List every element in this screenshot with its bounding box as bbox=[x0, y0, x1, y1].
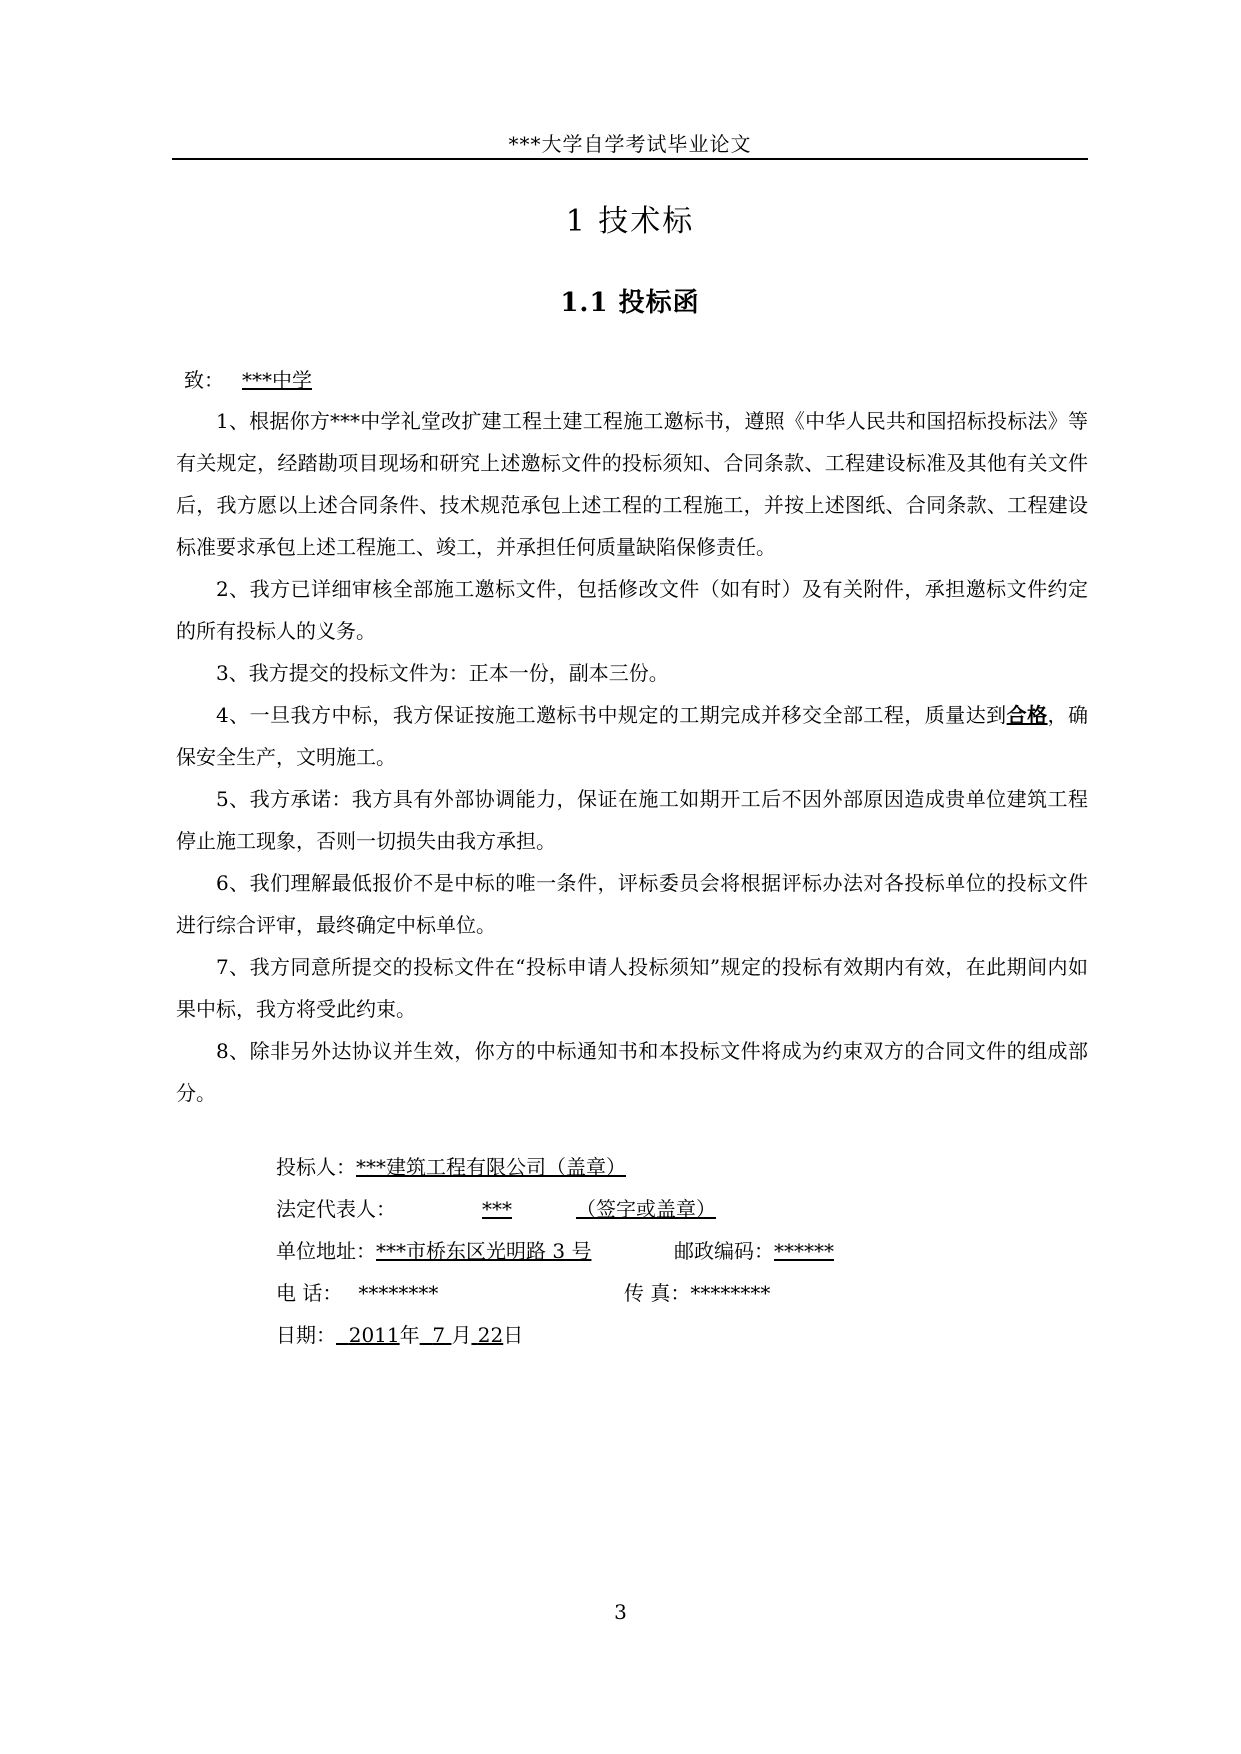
representative-value: *** bbox=[482, 1197, 512, 1221]
representative-note: （签字或盖章） bbox=[576, 1197, 716, 1221]
paragraph-4 bbox=[176, 694, 1088, 778]
representative-field bbox=[396, 1197, 716, 1221]
date-year-value: 2011 bbox=[348, 1323, 400, 1347]
date-year bbox=[336, 1323, 400, 1347]
fax-group bbox=[624, 1272, 770, 1314]
paragraph-8: 8、除非另外达协议并生效，你方的中标通知书和本投标文件将成为约束双方的合同文件的组成部分。 bbox=[176, 1039, 1088, 1105]
phone-value: ******** bbox=[358, 1281, 439, 1305]
date-day-unit: 日 bbox=[503, 1323, 524, 1347]
fax-value: ******** bbox=[690, 1281, 771, 1305]
letter-body bbox=[176, 400, 1088, 1114]
date-month-unit: 月 bbox=[451, 1323, 472, 1347]
paragraph-3: 3、我方提交的投标文件为：正本一份，副本三份。 bbox=[216, 661, 669, 685]
paragraph-4-before: 4、一旦我方中标，我方保证按施工邀标书中规定的工期完成并移交全部工程，质量达到 bbox=[216, 703, 1007, 727]
representative-row bbox=[276, 1188, 976, 1230]
page-number: 3 bbox=[614, 1600, 627, 1624]
recipient-line bbox=[184, 364, 326, 393]
paragraph-4-after: ，确保安全生产，文明施工。 bbox=[176, 703, 1089, 769]
section-title: 1.1 投标函 bbox=[560, 288, 700, 318]
bidder-label: 投标人： bbox=[276, 1155, 356, 1179]
paragraph-7: 7、我方同意所提交的投标文件在“投标申请人投标须知”规定的投标有效期内有效，在此期间内如果中标，我方将受此约束。 bbox=[176, 955, 1088, 1021]
date-day-value: 22 bbox=[477, 1323, 504, 1347]
date-year-unit: 年 bbox=[399, 1323, 420, 1347]
bidder-row bbox=[276, 1146, 976, 1188]
representative-label: 法定代表人： bbox=[276, 1197, 396, 1221]
postcode-group bbox=[674, 1230, 834, 1272]
phone-row bbox=[276, 1272, 976, 1314]
phone-label: 电 话： bbox=[276, 1281, 343, 1305]
recipient-name: ***中学 bbox=[242, 368, 312, 392]
address-value: ***市桥东区光明路 3 号 bbox=[376, 1239, 592, 1263]
postcode-label: 邮政编码： bbox=[674, 1239, 774, 1263]
date-row bbox=[276, 1314, 976, 1356]
address-label: 单位地址： bbox=[276, 1239, 376, 1263]
fax-label: 传 真： bbox=[624, 1281, 691, 1305]
quality-emphasis: 合格 bbox=[1006, 703, 1048, 727]
paragraph-6: 6、我们理解最低报价不是中标的唯一条件，评标委员会将根据评标办法对各投标单位的投标文件进行综合评审，最终确定中标单位。 bbox=[176, 871, 1088, 937]
date-month-value: 7 bbox=[432, 1323, 446, 1347]
header-rule bbox=[172, 158, 1088, 160]
postcode-value: ****** bbox=[774, 1239, 834, 1263]
paragraph-2: 2、我方已详细审核全部施工邀标文件，包括修改文件（如有时）及有关附件，承担邀标文件约定的所有投标人的义务。 bbox=[176, 577, 1088, 643]
date-day bbox=[471, 1323, 503, 1347]
address-row bbox=[276, 1230, 976, 1272]
signature-block bbox=[276, 1146, 976, 1356]
paragraph-1: 1、根据你方***中学礼堂改扩建工程土建工程施工邀标书，遵照《中华人民共和国招标投标法》等有关规定，经踏勘项目现场和研究上述邀标文件的投标须知、合同条款、工程建设标准及其他有关文件后，我方愿以上述合同条件、技术规范承包上述工程的工程施工，并按上述图纸、合同条款、工程建设标准要求承包上述工程施工、竣工，并承担任何质量缺陷保修责任。 bbox=[176, 409, 1088, 559]
chapter-title: 1 技术标 bbox=[565, 204, 695, 239]
running-header: ***大学自学考试毕业论文 bbox=[508, 132, 752, 156]
paragraph-5: 5、我方承诺：我方具有外部协调能力，保证在施工如期开工后不因外部原因造成贵单位建筑工程停止施工现象，否则一切损失由我方承担。 bbox=[176, 787, 1088, 853]
recipient-label: 致： bbox=[184, 368, 224, 392]
bidder-value: ***建筑工程有限公司（盖章） bbox=[356, 1155, 626, 1179]
date-month bbox=[420, 1323, 452, 1347]
date-label: 日期： bbox=[276, 1323, 336, 1347]
